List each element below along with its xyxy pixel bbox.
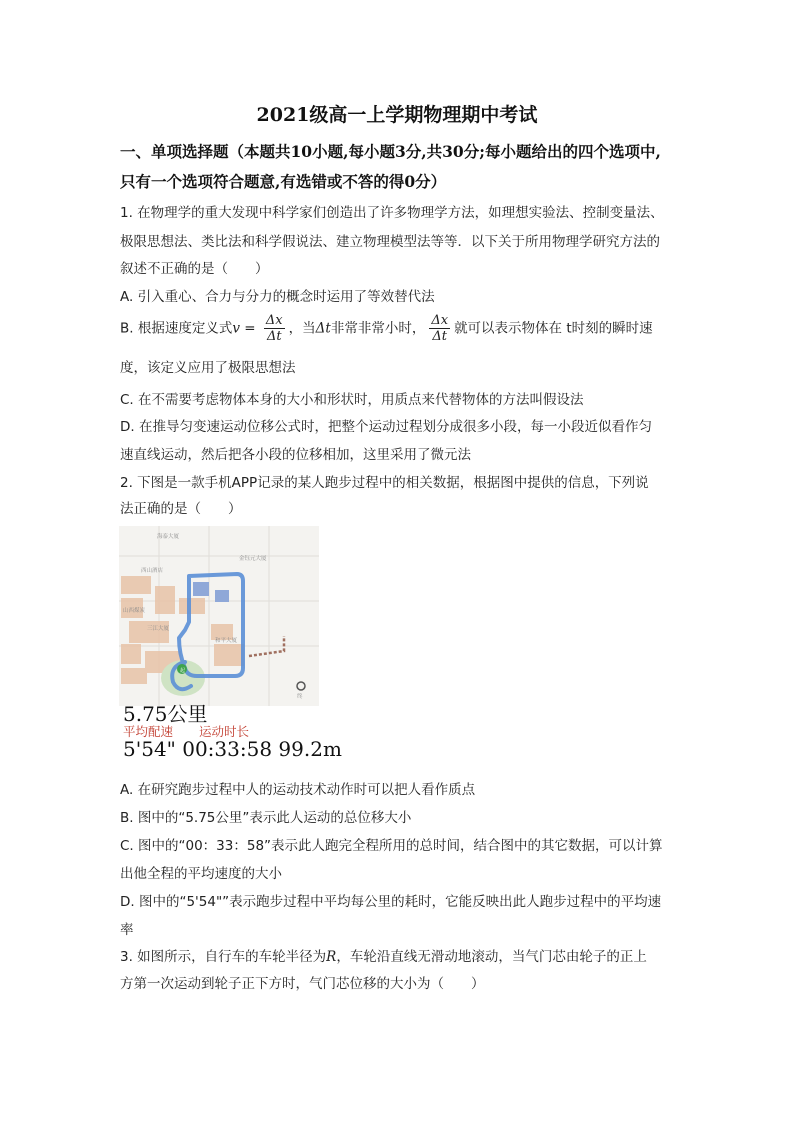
q1-option-d-line1: D. 在推导匀变速运动位移公式时，把整个运动过程划分成很多小段，每一小段近似看作匀 bbox=[120, 419, 652, 435]
q2-option-c-line2: 出他全程的平均速度的大小 bbox=[120, 866, 282, 882]
q3-stem-prefix: 3. 如图所示，自行车的车轮半径为 bbox=[120, 949, 327, 965]
q2-option-c-line1: C. 图中的“00：33：58”表示此人跑完全程所用的总时间，结合图中的其它数据，可以计算 bbox=[120, 838, 663, 854]
map-label-2: 西山酒店 bbox=[141, 568, 164, 574]
exam-title: 2021级高一上学期物理期中考试 bbox=[256, 104, 538, 126]
q2-stem-line2: 法正确的是（ ） bbox=[120, 501, 242, 517]
q3-stem-line1 bbox=[120, 945, 647, 965]
q3-stem-line2: 方第一次运动到轮子正下方时，气门芯位移的大小为（ ） bbox=[120, 976, 485, 992]
map-start-label: 起 bbox=[180, 668, 186, 674]
map-end-label: 终 bbox=[297, 694, 303, 700]
section-heading-line2: 只有一个选项符合题意,有选错或不答的得0分） bbox=[120, 172, 447, 191]
q1-stem-line2: 极限思想法、类比法和科学假说法、建立物理模型法等等．以下关于所用物理学研究方法的 bbox=[120, 234, 660, 250]
map-label-1: 海泰大厦 bbox=[157, 534, 180, 540]
velocity-symbol: v bbox=[232, 320, 240, 337]
q2-stem-line1: 2. 下图是一款手机APP记录的某人跑步过程中的相关数据，根据图中提供的信息，下列说 bbox=[120, 475, 649, 491]
q1-option-c: C. 在不需要考虑物体本身的大小和形状时，用质点来代替物体的方法叫假设法 bbox=[120, 392, 584, 408]
radius-symbol: R bbox=[326, 949, 337, 965]
q1-option-b-line2: 度，该定义应用了极限思想法 bbox=[120, 360, 296, 376]
map-label-4: 山西煤炭 bbox=[123, 608, 146, 614]
label-duration: 运动时长 bbox=[199, 724, 250, 739]
running-route-map bbox=[119, 526, 319, 706]
q2-option-a: A. 在研究跑步过程中人的运动技术动作时可以把人看作质点 bbox=[120, 782, 476, 798]
q1-option-d-line2: 速直线运动，然后把各小段的位移相加，这里采用了微元法 bbox=[120, 447, 471, 463]
label-avg-pace: 平均配速 bbox=[123, 724, 174, 739]
q1-option-a: A. 引入重心、合力与分力的概念时运用了等效替代法 bbox=[120, 289, 435, 305]
q3-stem-suffix: ，车轮沿直线无滑动地滚动，当气门芯由轮子的正上 bbox=[336, 949, 647, 965]
run-distance: 5.75公里 bbox=[123, 702, 208, 726]
q1-stem-line1: 1. 在物理学的重大发现中科学家们创造出了许多物理学方法，如理想实验法、控制变量法、 bbox=[120, 205, 664, 221]
equals-sign: = bbox=[240, 320, 260, 337]
q1-option-b-mid2: 非常非常小时， bbox=[330, 320, 426, 337]
q2-option-d-line1: D. 图中的“5'54"”表示跑步过程中平均每公里的耗时，它能反映出此人跑步过程中的平均速 bbox=[120, 894, 662, 910]
fraction-numerator: Δx bbox=[265, 313, 283, 328]
map-label-6: 和平大厦 bbox=[215, 638, 238, 644]
q2-option-d-line2: 率 bbox=[120, 922, 134, 938]
fraction-numerator-2: Δx bbox=[431, 313, 449, 328]
fraction-denominator: Δt bbox=[266, 329, 282, 344]
run-stat-values: 5'54" 00:33:58 99.2m bbox=[123, 737, 342, 761]
q2-option-b: B. 图中的“5.75公里”表示此人运动的总位移大小 bbox=[120, 810, 412, 826]
velocity-fraction bbox=[264, 313, 285, 344]
section-heading-line1: 一、单项选择题（本题共10小题,每小题3分,共30分;每小题给出的四个选项中, bbox=[120, 142, 661, 161]
map-label-5: 三江大厦 bbox=[147, 626, 170, 632]
map-label-3: 金钰元大厦 bbox=[239, 556, 267, 562]
q1-option-b-post: 就可以表示物体在 t时刻的瞬时速 bbox=[454, 320, 653, 337]
q1-option-b-line1 bbox=[120, 313, 653, 344]
q1-stem-line3: 叙述不正确的是（ ） bbox=[120, 261, 269, 277]
q1-option-b-mid1: ，当 bbox=[288, 320, 316, 337]
q1-option-b-prefix: B. 根据速度定义式 bbox=[120, 320, 233, 337]
delta-t-symbol: Δt bbox=[315, 320, 331, 337]
fraction-denominator-2: Δt bbox=[432, 329, 447, 344]
velocity-fraction-2 bbox=[429, 313, 450, 344]
